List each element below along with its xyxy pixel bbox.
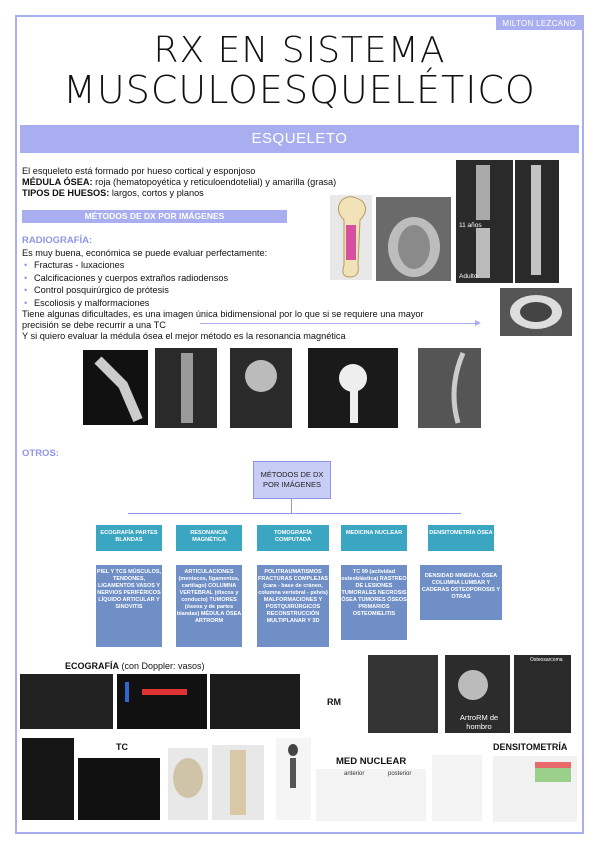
child-adult-xray-image [456,160,513,283]
title-line-1: RX EN SISTEMA [153,30,446,71]
anterior-label: anterior [344,771,365,777]
arm-xray-image [515,160,559,283]
flow-detail-tomografia: POLITRAUMATISMOS FRACTURAS COMPLEJAS (cara - base de cráneo, columna vertebral - pelvis) MALFORMACIONES Y POSTQUIRÚRGICOS RECONSTRUCCIÓN MULTIPLANAR Y 3D [257,565,329,647]
flow-connector [291,499,292,513]
tc-spine-3d-image [212,745,264,820]
tc-label: TC [116,742,128,752]
flow-detail-medicina-nuclear: TC 99 (actividad osteoblástica) RASTREO DE LESIONES TUMORALES NECROSIS ÓSEA TUMORES ÓSEOS PRIMARIOS OSTEOMIELITIS [341,565,407,640]
eco-label-text: ECOGRAFÍA [65,661,119,671]
radiografia-intro: Es muy buena, económica se puede evaluar perfectamente: [22,248,268,258]
densito-label: DENSITOMETRÍA [493,742,568,752]
list-item: • Escoliosis y malformaciones [22,297,322,310]
eco-sub-text: (con Doppler: vasos) [119,661,205,671]
arrow-to-tc [200,323,480,324]
medula-line [22,177,352,188]
author-tag: MILTON LEZCANO [496,17,582,30]
cervical-xray-image [155,348,217,428]
intro-text: El esqueleto está formado por hueso cortical y esponjoso [22,166,256,176]
medula-label: MÉDULA ÓSEA: [22,177,93,187]
flow-detail-resonancia: ARTICULACIONES (meniscos, ligamentos, cartílago) COLUMNA VERTEBRAL (discos y conducto) TUMORES (óseos y de partes blandas) MÉDULA ÓSEA ARTRORM [176,565,242,647]
flow-connector [128,513,461,514]
scoliosis-xray-image [418,348,481,428]
note-line: Y si quiero evaluar la médula ósea el mejor método es la resonancia magnética [22,331,346,341]
age-11-label: 11 años [459,222,482,229]
flow-detail-densitometria: DENSIDAD MINERAL ÓSEA COLUMNA LUMBAR Y CADERAS OSTEOPOROSIS Y OTRAS [420,565,502,620]
medula-text: roja (hematopoyética y reticuloendotelial) y amarilla (grasa) [92,177,337,187]
eco-label [65,661,205,671]
osteo-label: Osteosarcoma [530,657,563,663]
tipos-line [22,188,352,199]
flow-category-ecografia: ECOGRAFÍA PARTES BLANDAS [96,525,162,551]
list-item: • Calcificaciones y cuerpos extraños radiodensos [22,272,322,285]
tc-face-image [78,758,160,820]
mednuc-label: MED NUCLEAR [336,756,407,767]
tipos-label: TIPOS DE HUESOS: [22,188,110,198]
intro-block [22,166,352,199]
list-item: • Control posquirúrgico de prótesis [22,284,322,297]
flow-top-node: MÉTODOS DE DX POR IMÁGENES [253,461,331,499]
ct-bone-image [500,288,572,336]
age-adult-label: Adulto [459,273,478,280]
densito-report-image [493,756,577,822]
flow-category-medicina-nuclear: MEDICINA NUCLEAR [341,525,407,551]
mednuc-scan-image [316,769,426,821]
mednuc-body-image [432,755,482,821]
radiografia-list [22,259,322,309]
eco-image-2 [210,674,300,729]
artro-label: ArtroRM de hombro [459,713,499,731]
note-line: Tiene algunas dificultades, es una imagen única bidimensional por lo que si se requiere una mayor [22,309,424,319]
bone-illustration [330,195,372,280]
note-line: precisión se debe recurrir a una TC [22,320,166,330]
list-item: • Fracturas - luxaciones [22,259,322,272]
flow-detail-ecografia: PIEL Y TCS MÚSCULOS, TENDONES, LIGAMENTOS VASOS Y NERVIOS PERIFÉRICOS LÍQUIDO ARTICULAR Y SINOVITIS [96,565,162,647]
hip-prosthesis-xray-image [308,348,398,428]
rm-label: RM [327,697,341,707]
shoulder-xray-image [230,348,292,428]
knee-xray-image [376,197,451,281]
artro-rm-image [445,655,510,733]
title-line-2: MUSCULOESQUELÉTICO [63,68,536,112]
radiografia-heading: RADIOGRAFÍA: [22,235,93,246]
bone-scan-image [276,738,311,820]
osteosarcoma-image [514,655,571,733]
tc-skull-3d-image [168,748,208,820]
eco-doppler-image [117,674,207,729]
radiografia-notes [22,309,492,342]
elbow-xray-image [83,350,148,425]
otros-heading: OTROS: [22,448,59,459]
tc-head-image [22,738,74,820]
tipos-text: largos, cortos y planos [109,188,204,198]
flow-category-resonancia: RESONANCIA MAGNÉTICA [176,525,242,551]
flow-category-densitometria: DENSITOMETRÍA ÓSEA [428,525,494,551]
posterior-label: posterior [388,771,412,777]
flow-category-tomografia: TOMOGRAFÍA COMPUTADA [257,525,329,551]
eco-image-1 [20,674,113,729]
rm-knee-image [368,655,438,733]
metodos-band: MÉTODOS DE DX POR IMÁGENES [22,210,287,223]
section-band: ESQUELETO [20,125,579,153]
